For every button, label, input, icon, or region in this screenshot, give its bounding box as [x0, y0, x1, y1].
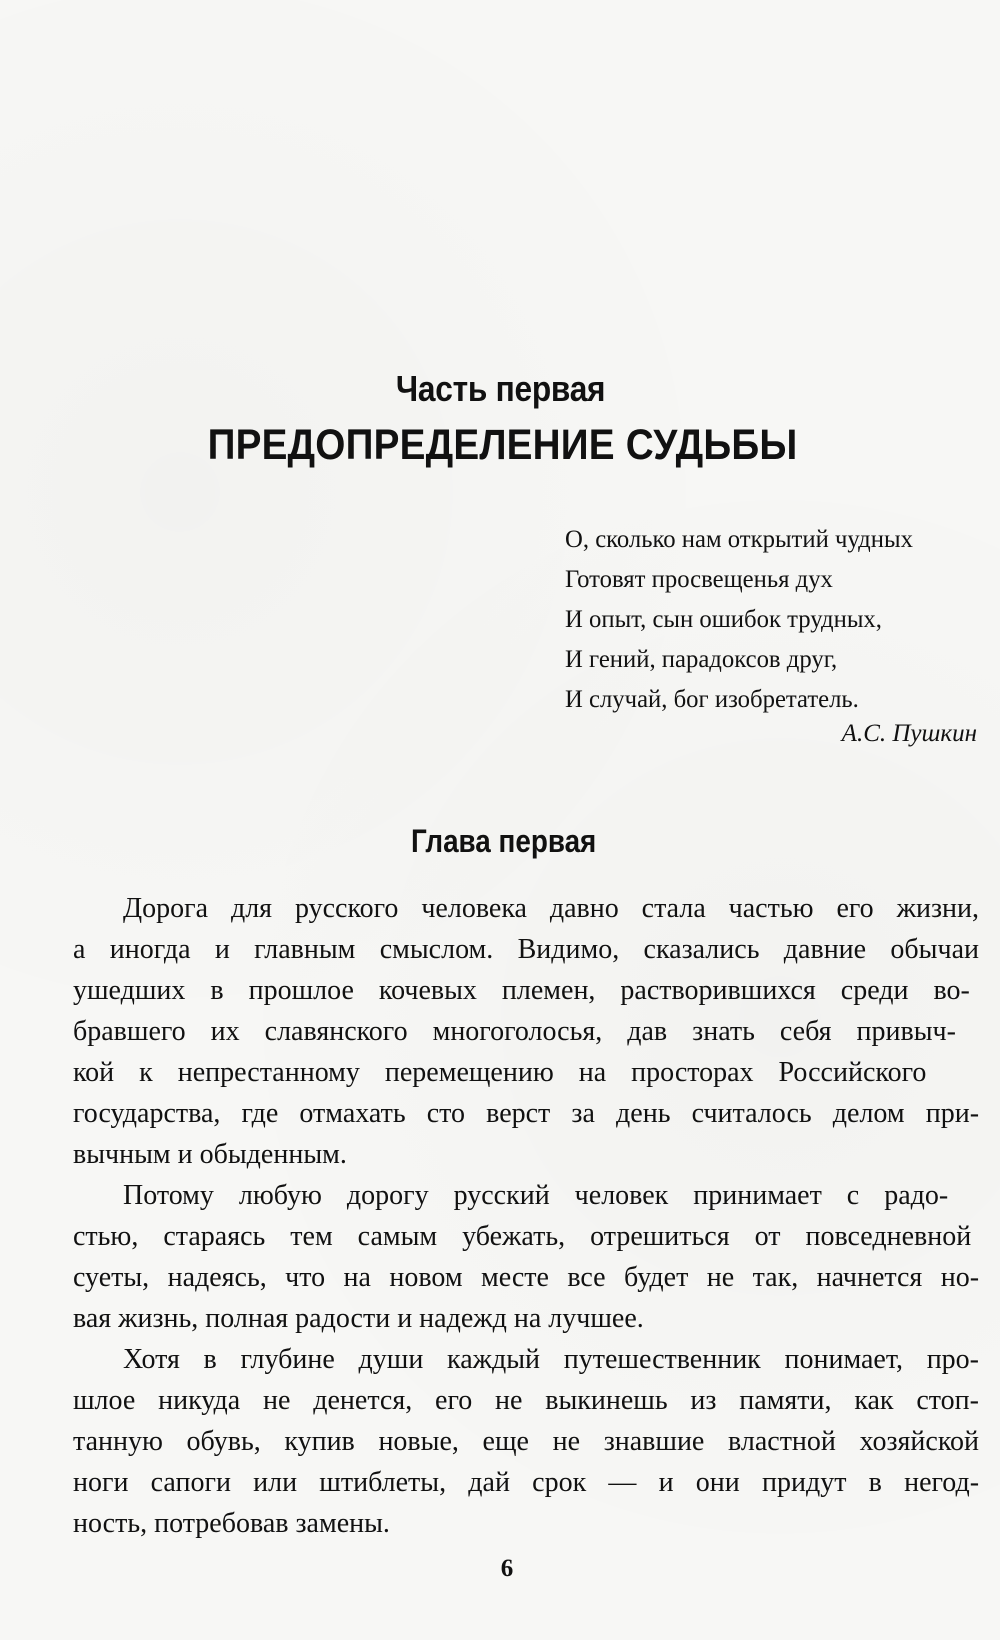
epigraph-line: О, сколько нам открытий чудных [565, 526, 913, 553]
text-line: ность, потребовав замены. [73, 1508, 390, 1539]
chapter-title: Глава первая [410, 823, 597, 859]
text-line: Дорога для русского человека давно стала частью его жизни, [123, 893, 979, 924]
text-line: танную обувь, купив новые, еще не знавшие властной хозяйской [73, 1426, 980, 1457]
text-line: бравшего их славянского многоголосья, дав знать себя привыч- [73, 1016, 956, 1047]
part-subtitle: ПРЕДОПРЕДЕЛЕНИЕ СУДЬБЫ [207, 421, 798, 469]
text-line: Хотя в глубине души каждый путешественник понимает, про- [123, 1344, 980, 1375]
text-line: шлое никуда не денется, его не выкинешь из памяти, как стоп- [73, 1385, 979, 1416]
epigraph-author: А.С. Пушкин [841, 720, 977, 747]
paragraph-1 [73, 888, 980, 1175]
text-line: ноги сапоги или штиблеты, дай срок — и они придут в негод- [73, 1467, 980, 1498]
part-title: Часть первая [395, 368, 606, 409]
text-line: кой к непрестанному перемещению на просторах Российского [73, 1057, 927, 1088]
epigraph-line: И гений, парадоксов друг, [565, 646, 838, 673]
epigraph [565, 520, 985, 747]
text-line: Потому любую дорогу русский человек принимает с радо- [123, 1180, 949, 1211]
text-line: государства, где отмахать сто верст за день считалось делом при- [73, 1098, 980, 1129]
text-line: ушедших в прошлое кочевых племен, растворившихся среди во- [73, 975, 970, 1006]
epigraph-line: Готовят просвещенья дух [565, 566, 833, 593]
body-text [73, 888, 980, 1544]
epigraph-line: И случай, бог изобретатель. [565, 686, 859, 713]
page-number: 6 [500, 1555, 514, 1582]
epigraph-line: И опыт, сын ошибок трудных, [565, 606, 882, 633]
paragraph-2 [73, 1175, 980, 1339]
text-line: суеты, надеясь, что на новом месте все будет не так, начнется но- [73, 1262, 980, 1293]
text-line: стью, стараясь тем самым убежать, отрешиться от повседневной [73, 1221, 972, 1252]
text-line: а иногда и главным смыслом. Видимо, сказались давние обычаи [73, 934, 979, 965]
text-line: вычным и обыденным. [73, 1139, 347, 1170]
paragraph-3 [73, 1339, 980, 1544]
text-line: вая жизнь, полная радости и надежд на лучшее. [73, 1303, 644, 1334]
